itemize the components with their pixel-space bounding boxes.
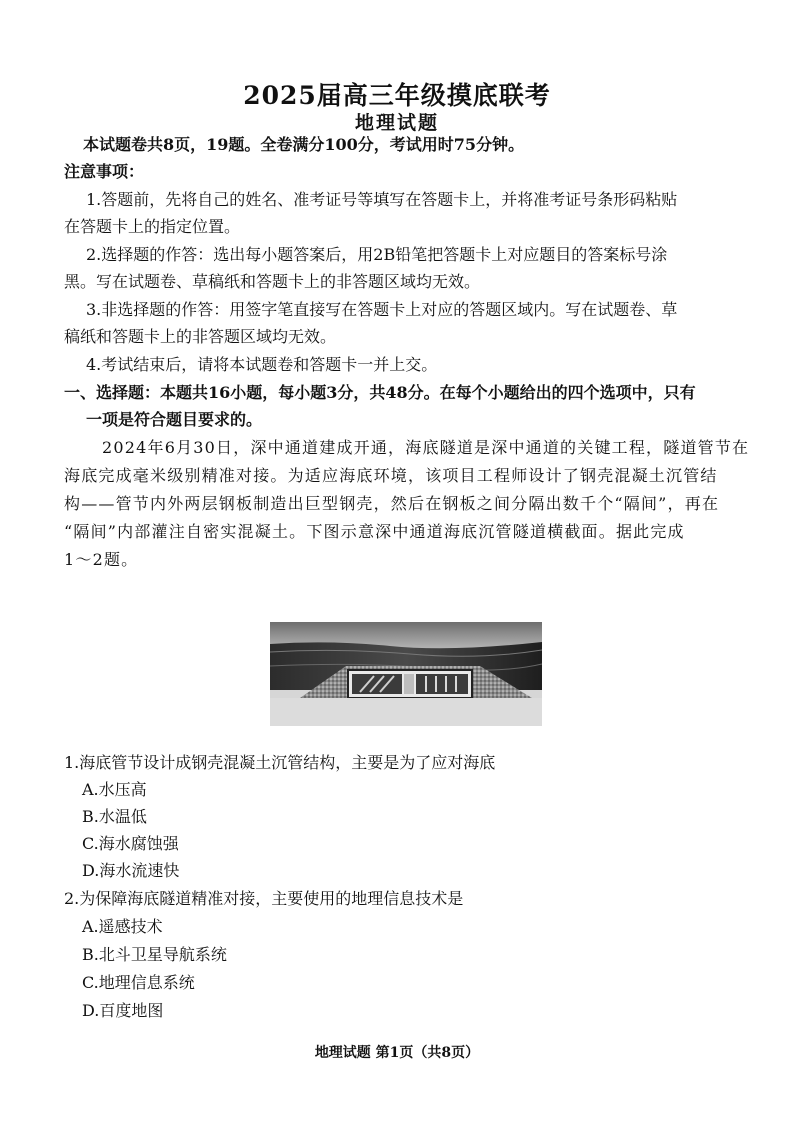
- section-heading-line2: 一项是符合题目要求的。: [86, 410, 263, 429]
- notice-item-4: 4.考试结束后，请将本试题卷和答题卡一并上交。: [86, 355, 438, 374]
- question-2-option-a[interactable]: A.遥感技术: [82, 917, 163, 936]
- question-1-option-c[interactable]: C.海水腐蚀强: [82, 834, 179, 853]
- question-2-option-d[interactable]: D.百度地图: [82, 1001, 164, 1020]
- notice-item-3-line2: 稿纸和答题卡上的非答题区域均无效。: [64, 327, 337, 346]
- question-2-stem: 2.为保障海底隧道精准对接，主要使用的地理信息技术是: [64, 889, 464, 908]
- notice-item-2-line1: 2.选择题的作答：选出每小题答案后，用2B铅笔把答题卡上对应题目的答案标号涂: [86, 245, 668, 264]
- passage-line-1: 2024年6月30日，深中通道建成开通，海底隧道是深中通道的关键工程，隧道管节在: [102, 438, 750, 457]
- question-1-option-b[interactable]: B.水温低: [82, 807, 147, 826]
- passage-line-2: 海底完成毫米级别精准对接。为适应海底环境，该项目工程师设计了钢壳混凝土沉管结: [64, 466, 718, 485]
- notice-item-1-line2: 在答题卡上的指定位置。: [64, 217, 241, 236]
- exam-info: 本试题卷共8页，19题。全卷满分100分，考试用时75分钟。: [83, 135, 525, 154]
- notice-item-1-line1: 1.答题前，先将自己的姓名、准考证号等填写在答题卡上，并将准考证号条形码粘贴: [86, 190, 678, 209]
- question-2-option-c[interactable]: C.地理信息系统: [82, 973, 195, 992]
- question-1-stem: 1.海底管节设计成钢壳混凝土沉管结构，主要是为了应对海底: [64, 753, 496, 772]
- page-footer: 地理试题 第1页（共8页）: [314, 1045, 480, 1061]
- passage-line-5: 1～2题。: [64, 550, 139, 569]
- passage-line-4: “隔间”内部灌注自密实混凝土。下图示意深中通道海底沉管隧道横截面。据此完成: [64, 522, 685, 541]
- tunnel-cross-section-figure: [270, 622, 542, 726]
- section-heading-line1: 一、选择题：本题共16小题，每小题3分，共48分。在每个小题给出的四个选项中，只有: [64, 383, 696, 402]
- question-1-option-a[interactable]: A.水压高: [82, 780, 147, 799]
- passage-line-3: 构——管节内外两层钢板制造出巨型钢壳，然后在钢板之间分隔出数千个“隔间”，再在: [64, 494, 720, 513]
- page-title: 2025届高三年级摸底联考: [243, 81, 551, 110]
- notice-item-2-line2: 黑。写在试题卷、草稿纸和答题卡上的非答题区域均无效。: [64, 272, 481, 291]
- notice-heading: 注意事项：: [64, 162, 145, 181]
- notice-item-3-line1: 3.非选择题的作答：用签字笔直接写在答题卡上对应的答题区域内。写在试题卷、草: [86, 300, 678, 319]
- question-1-option-d[interactable]: D.海水流速快: [82, 861, 180, 880]
- question-2-option-b[interactable]: B.北斗卫星导航系统: [82, 945, 227, 964]
- subject-title: 地理试题: [354, 112, 439, 134]
